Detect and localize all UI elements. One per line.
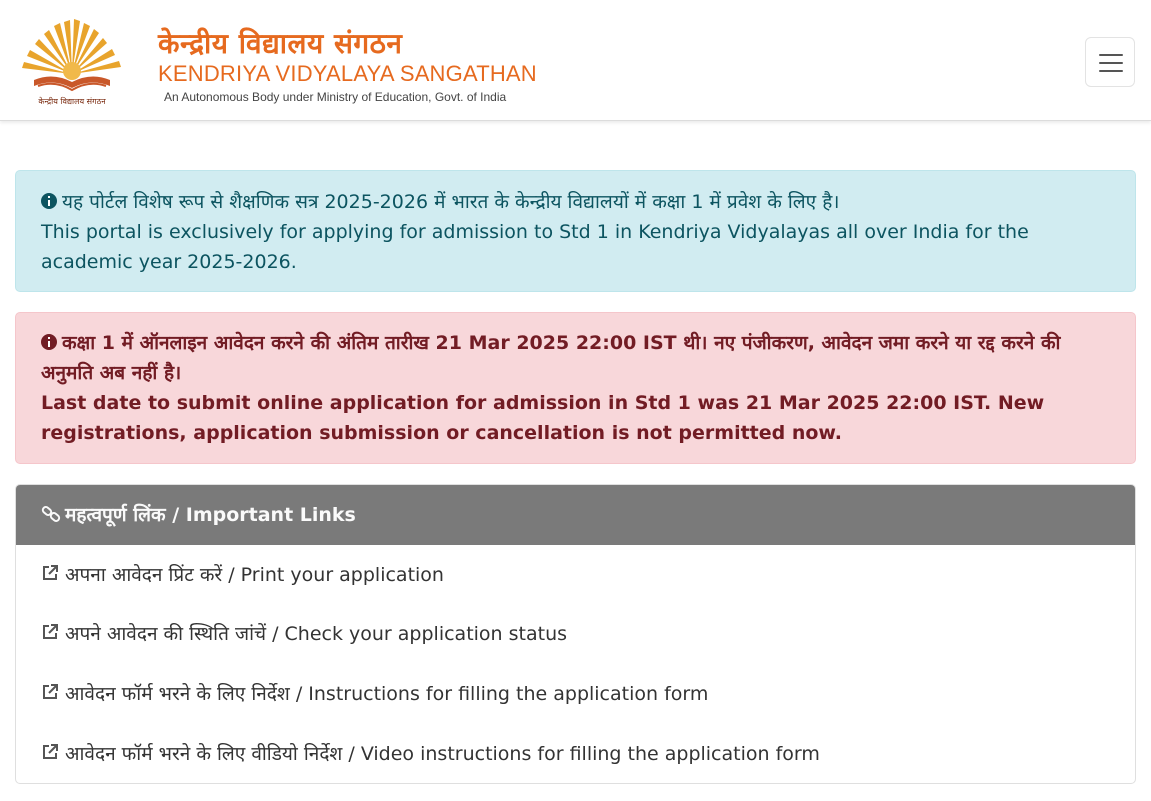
info-alert: [15, 170, 1136, 292]
link-check-status[interactable]: अपने आवेदन की स्थिति जांचें / Check your application status: [41, 619, 567, 649]
link-print-application[interactable]: अपना आवेदन प्रिंट करें / Print your application: [41, 560, 444, 590]
info-circle-icon: [41, 193, 57, 209]
brand-subtitle: An Autonomous Body under Ministry of Education, Govt. of India: [164, 90, 507, 104]
kvs-logo[interactable]: [14, 16, 130, 111]
external-link-icon: [41, 623, 59, 641]
external-link-icon: [41, 564, 59, 582]
important-links-card: [15, 484, 1136, 784]
info-alert-english: This portal is exclusively for applying for admission to Std 1 in Kendriya Vidyalayas all over India for the academic year 2025-2026.: [41, 221, 1029, 273]
deadline-alert-english: Last date to submit online application for admission in Std 1 was 21 Mar 2025 22:00 IST. New registrations, application submission or cancellation is not permitted now.: [41, 392, 1045, 444]
link-video-instructions[interactable]: आवेदन फॉर्म भरने के लिए वीडियो निर्देश / Video instructions for filling the application form: [41, 739, 820, 769]
link-instructions[interactable]: आवेदन फॉर्म भरने के लिए निर्देश / Instructions for filling the application form: [41, 679, 708, 709]
important-links-header: [16, 485, 1135, 545]
external-link-icon: [41, 743, 59, 761]
brand-title-hindi[interactable]: केन्द्रीय विद्यालय संगठन: [158, 27, 403, 60]
info-circle-icon: [41, 334, 57, 350]
important-links-title: महत्वपूर्ण लिंक / Important Links: [65, 504, 356, 526]
logo-text: केन्द्रीय विद्यालय संगठन: [38, 97, 106, 106]
navbar: [0, 0, 1151, 121]
deadline-alert-hindi: कक्षा 1 में ऑनलाइन आवेदन करने की अंतिम तारीख 21 Mar 2025 22:00 IST थी। नए पंजीकरण, आवेदन जमा करने या रद्द करने की अनुमति अब नहीं है।: [41, 332, 1061, 384]
deadline-alert: [15, 312, 1136, 464]
hamburger-menu-button[interactable]: [1085, 37, 1135, 87]
brand-title-english[interactable]: KENDRIYA VIDYALAYA SANGATHAN: [158, 61, 537, 86]
hamburger-menu-icon: [1099, 54, 1123, 56]
info-alert-hindi: यह पोर्टल विशेष रूप से शैक्षणिक सत्र 2025-2026 में भारत के केन्द्रीय विद्यालयों में कक्षा 1 में प्रवेश के लिए है।: [41, 187, 1111, 217]
external-link-icon: [41, 683, 59, 701]
link-icon: [41, 505, 61, 523]
